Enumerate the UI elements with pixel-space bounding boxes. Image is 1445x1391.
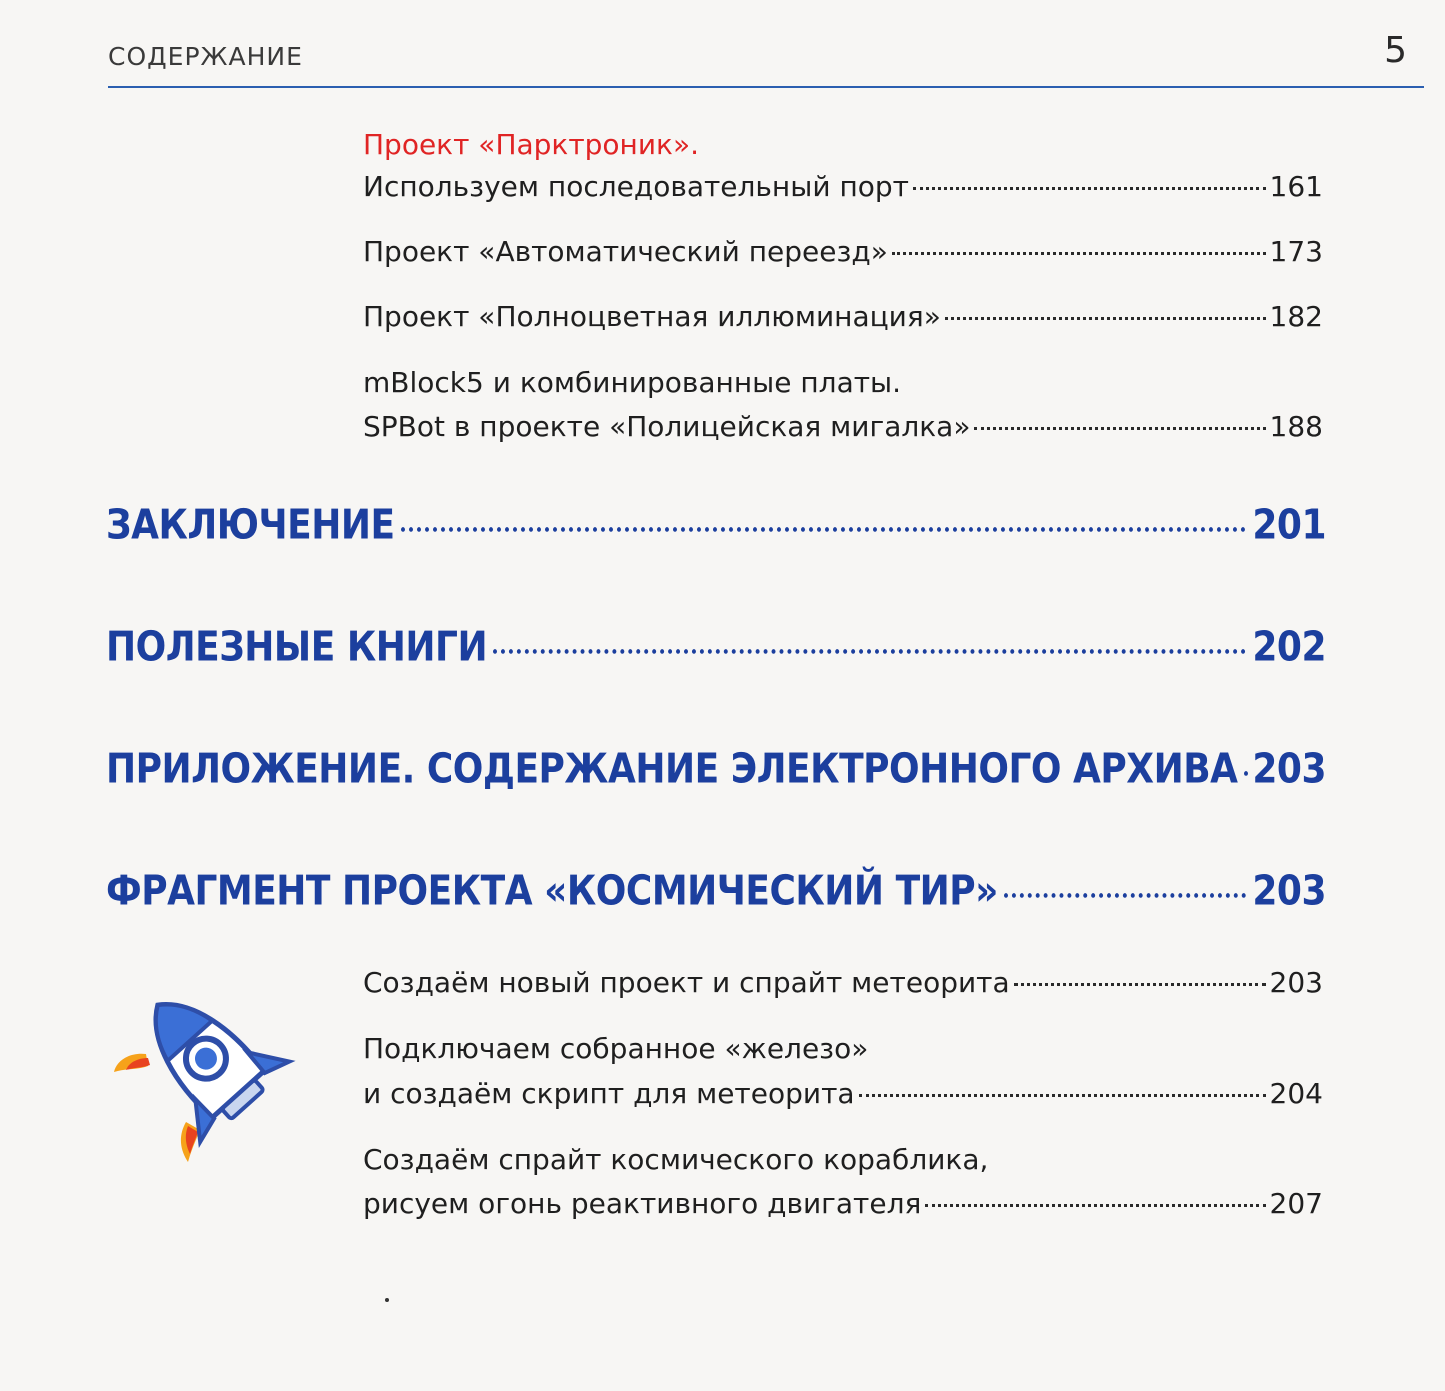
leader-dots xyxy=(913,187,1266,190)
toc-chapter-label: ПРИЛОЖЕНИЕ. СОДЕРЖАНИЕ ЭЛЕКТРОННОГО АРХИВА xyxy=(106,745,1238,793)
toc-entry-label: Проект «Полноцветная иллюминация» xyxy=(363,300,941,333)
leader-dots xyxy=(1014,983,1266,986)
rocket-icon xyxy=(108,972,308,1172)
toc-entry[interactable] xyxy=(363,410,1323,443)
toc-entry-label: SPBot в проекте «Полицейская мигалка» xyxy=(363,410,971,443)
toc-chapter-page: 201 xyxy=(1252,501,1326,549)
toc-entry-page: 173 xyxy=(1269,235,1323,268)
toc-chapter[interactable] xyxy=(106,868,1326,915)
leader-dots xyxy=(1004,893,1246,898)
toc-entry-page: 161 xyxy=(1269,170,1323,203)
toc-entry-red-label: Проект «Парктроник». xyxy=(363,128,699,161)
toc-entry[interactable] xyxy=(363,1187,1323,1220)
toc-entry[interactable] xyxy=(363,1077,1323,1110)
toc-entry-first-line: Подключаем собранное «железо» xyxy=(363,1032,869,1065)
toc-entry[interactable] xyxy=(363,300,1323,333)
toc-entry-first-line: mBlock5 и комбинированные платы. xyxy=(363,366,902,399)
toc-chapter-label: ПОЛЕЗНЫЕ КНИГИ xyxy=(106,623,488,671)
toc-chapter-page: 203 xyxy=(1252,867,1326,915)
toc-chapter-label: ЗАКЛЮЧЕНИЕ xyxy=(106,501,395,549)
toc-entry-page: 188 xyxy=(1269,410,1323,443)
toc-chapter[interactable] xyxy=(106,624,1326,671)
toc-entry-page: 207 xyxy=(1269,1187,1323,1220)
toc-entry-first-line: Создаём спрайт космического кораблика, xyxy=(363,1143,989,1176)
toc-entry-label: Используем последовательный порт xyxy=(363,170,909,203)
toc-chapter-label: ФРАГМЕНТ ПРОЕКТА «КОСМИЧЕСКИЙ ТИР» xyxy=(106,867,998,915)
leader-dots xyxy=(892,252,1266,255)
running-header-title: СОДЕРЖАНИЕ xyxy=(108,42,303,71)
toc-entry-page: 204 xyxy=(1269,1077,1323,1110)
header-rule xyxy=(108,86,1424,88)
toc-entry-page: 203 xyxy=(1269,966,1323,999)
toc-chapter-page: 203 xyxy=(1252,745,1326,793)
toc-entry-label: и создаём скрипт для метеорита xyxy=(363,1077,855,1110)
toc-entry-label: рисуем огонь реактивного двигателя xyxy=(363,1187,922,1220)
page-number: 5 xyxy=(1384,30,1407,71)
leader-dots xyxy=(925,1204,1265,1207)
toc-entry-label: Создаём новый проект и спрайт метеорита xyxy=(363,966,1010,999)
leader-dots xyxy=(401,527,1247,532)
toc-entry-page: 182 xyxy=(1269,300,1323,333)
leader-dots xyxy=(493,649,1246,654)
leader-dots xyxy=(859,1094,1266,1097)
toc-chapter[interactable] xyxy=(106,746,1326,793)
leader-dots xyxy=(1244,771,1247,776)
toc-chapter-page: 202 xyxy=(1252,623,1326,671)
leader-dots xyxy=(974,427,1265,430)
toc-entry[interactable] xyxy=(363,966,1323,999)
toc-chapter[interactable] xyxy=(106,502,1326,549)
toc-entry[interactable] xyxy=(363,235,1323,268)
toc-entry-label: Проект «Автоматический переезд» xyxy=(363,235,888,268)
leader-dots xyxy=(945,317,1266,320)
toc-entry[interactable] xyxy=(363,170,1323,203)
stray-mark xyxy=(385,1298,389,1302)
